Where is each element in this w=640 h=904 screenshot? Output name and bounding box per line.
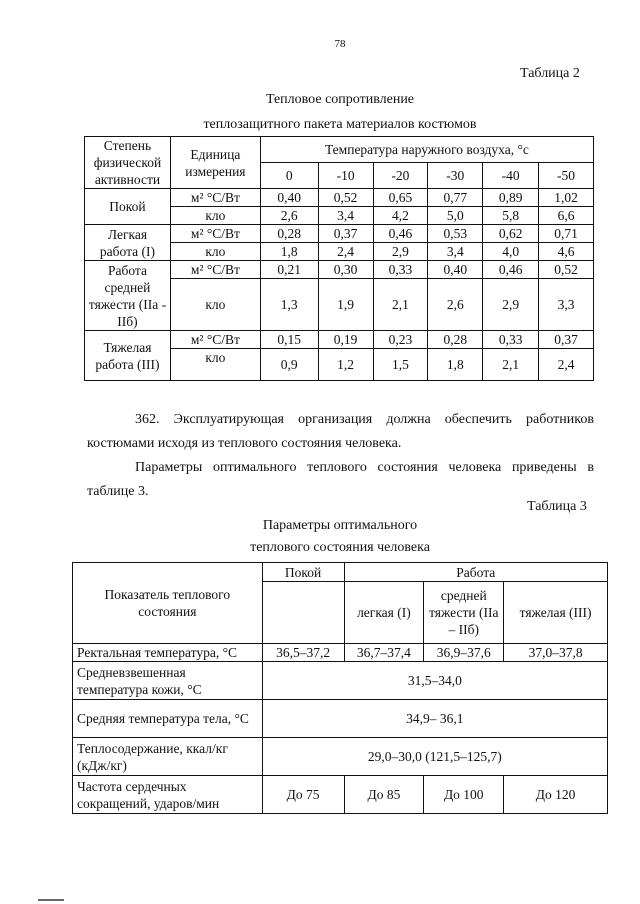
table-row — [85, 225, 594, 243]
table-row — [73, 700, 608, 738]
merged-cell: 29,0–30,0 (121,5–125,7) — [262, 738, 607, 776]
table3-title-line2: теплового состояния человека — [250, 540, 430, 555]
cell: 0,53 — [428, 225, 483, 243]
unit-si: м² °С/Вт — [170, 225, 260, 243]
cell: 2,1 — [373, 279, 428, 331]
thermal-resistance-table — [84, 136, 594, 381]
header-work: Работа — [344, 563, 608, 582]
cell: 1,5 — [373, 349, 428, 381]
cell: 0,65 — [373, 189, 428, 207]
cell: 1,8 — [428, 349, 483, 381]
header-medium: средней тяжести (IIа – IIб) — [424, 582, 504, 644]
cell: 0,21 — [260, 261, 318, 279]
cell: 37,0–37,8 — [504, 644, 608, 662]
cell: 1,8 — [260, 243, 318, 261]
cell: 0,46 — [373, 225, 428, 243]
cell: 4,2 — [373, 207, 428, 225]
cell: 0,19 — [318, 331, 373, 349]
cell: 0,23 — [373, 331, 428, 349]
scan-artifact — [38, 899, 64, 901]
cell: 36,5–37,2 — [262, 644, 344, 662]
cell: 0,37 — [539, 331, 594, 349]
cell: 0,9 — [260, 349, 318, 381]
cell: 2,4 — [318, 243, 373, 261]
cell: 0,37 — [318, 225, 373, 243]
cell: 0,77 — [428, 189, 483, 207]
activity-heavy-work: Тяжелая работа (III) — [85, 331, 171, 381]
cell: 0,89 — [483, 189, 539, 207]
activity-medium-work: Работа средней тяжести (IIа - IIб) — [85, 261, 171, 331]
cell: 1,3 — [260, 279, 318, 331]
table-row — [73, 644, 608, 662]
cell: 4,0 — [483, 243, 539, 261]
cell: 6,6 — [539, 207, 594, 225]
table-row — [73, 662, 608, 700]
table2-title-line2: теплозащитного пакета материалов костюмов — [203, 117, 477, 132]
cell: 2,4 — [539, 349, 594, 381]
header-rest-blank — [262, 582, 344, 644]
cell: 0,28 — [428, 331, 483, 349]
table-row — [73, 776, 608, 814]
temp-col-3: -30 — [428, 163, 483, 189]
header-indicator: Показатель теплового состояния — [73, 563, 263, 644]
activity-rest: Покой — [85, 189, 171, 225]
cell: 0,62 — [483, 225, 539, 243]
cell: 0,71 — [539, 225, 594, 243]
temp-col-1: -10 — [318, 163, 373, 189]
cell: 5,8 — [483, 207, 539, 225]
unit-clo: кло — [170, 243, 260, 261]
cell: 0,28 — [260, 225, 318, 243]
header-temperature: Температура наружного воздуха, °с — [260, 137, 593, 163]
table-row — [85, 189, 594, 207]
table-row — [85, 261, 594, 279]
unit-clo: кло — [170, 279, 260, 331]
table-row — [85, 331, 594, 349]
cell: 2,6 — [260, 207, 318, 225]
cell: 0,30 — [318, 261, 373, 279]
temp-col-5: -50 — [539, 163, 594, 189]
table-row — [73, 738, 608, 776]
cell: 3,3 — [539, 279, 594, 331]
cell: 0,33 — [483, 331, 539, 349]
temp-col-0: 0 — [260, 163, 318, 189]
row-label: Частота сердечных сокращений, ударов/мин — [73, 776, 263, 814]
header-light: легкая (I) — [344, 582, 424, 644]
paragraph-362-text: 362. Эксплуатирующая организация должна обеспечить работников костюмами исходя из теплового состояния человека. — [87, 412, 594, 451]
cell: До 75 — [262, 776, 344, 814]
cell: 2,6 — [428, 279, 483, 331]
header-heavy: тяжелая (III) — [504, 582, 608, 644]
header-unit: Единица измерения — [170, 137, 260, 189]
merged-cell: 34,9– 36,1 — [262, 700, 607, 738]
cell: 0,52 — [318, 189, 373, 207]
cell: 0,40 — [260, 189, 318, 207]
cell: 36,7–37,4 — [344, 644, 424, 662]
cell: 5,0 — [428, 207, 483, 225]
cell: 0,15 — [260, 331, 318, 349]
activity-light-work: Легкая работа (I) — [85, 225, 171, 261]
unit-clo: кло — [170, 349, 260, 381]
table3-title-line1: Параметры оптимального — [262, 518, 418, 533]
cell: 1,9 — [318, 279, 373, 331]
row-label: Средневзвешенная температура кожи, °С — [73, 662, 263, 700]
cell: До 85 — [344, 776, 424, 814]
paragraph-table3-ref-text: Параметры оптимального теплового состояния человека приведены в таблице 3. — [87, 460, 594, 499]
cell: 2,1 — [483, 349, 539, 381]
table3-label: Таблица 3 — [527, 499, 587, 514]
cell: 0,40 — [428, 261, 483, 279]
merged-cell: 31,5–34,0 — [262, 662, 607, 700]
header-rest: Покой — [262, 563, 344, 582]
thermal-state-table — [72, 562, 608, 814]
unit-clo: кло — [170, 207, 260, 225]
cell: 0,52 — [539, 261, 594, 279]
unit-si: м² °С/Вт — [170, 261, 260, 279]
row-label: Теплосодержание, ккал/кг (кДж/кг) — [73, 738, 263, 776]
unit-si: м² °С/Вт — [170, 331, 260, 349]
cell: 0,46 — [483, 261, 539, 279]
cell: 2,9 — [373, 243, 428, 261]
paragraph-table3-ref — [87, 456, 594, 504]
page-number: 78 — [334, 38, 346, 50]
row-label: Ректальная температура, °С — [73, 644, 263, 662]
table2-label: Таблица 2 — [520, 66, 580, 81]
table2-title-line1: Тепловое сопротивление — [265, 92, 415, 107]
cell: 3,4 — [428, 243, 483, 261]
temp-col-2: -20 — [373, 163, 428, 189]
cell: 2,9 — [483, 279, 539, 331]
cell: 36,9–37,6 — [424, 644, 504, 662]
cell: 3,4 — [318, 207, 373, 225]
cell: До 100 — [424, 776, 504, 814]
cell: 1,2 — [318, 349, 373, 381]
cell: До 120 — [504, 776, 608, 814]
paragraph-362 — [87, 408, 594, 456]
row-label: Средняя температура тела, °С — [73, 700, 263, 738]
cell: 0,33 — [373, 261, 428, 279]
header-activity: Степень физической активности — [85, 137, 171, 189]
unit-si: м² °С/Вт — [170, 189, 260, 207]
cell: 1,02 — [539, 189, 594, 207]
cell: 4,6 — [539, 243, 594, 261]
temp-col-4: -40 — [483, 163, 539, 189]
